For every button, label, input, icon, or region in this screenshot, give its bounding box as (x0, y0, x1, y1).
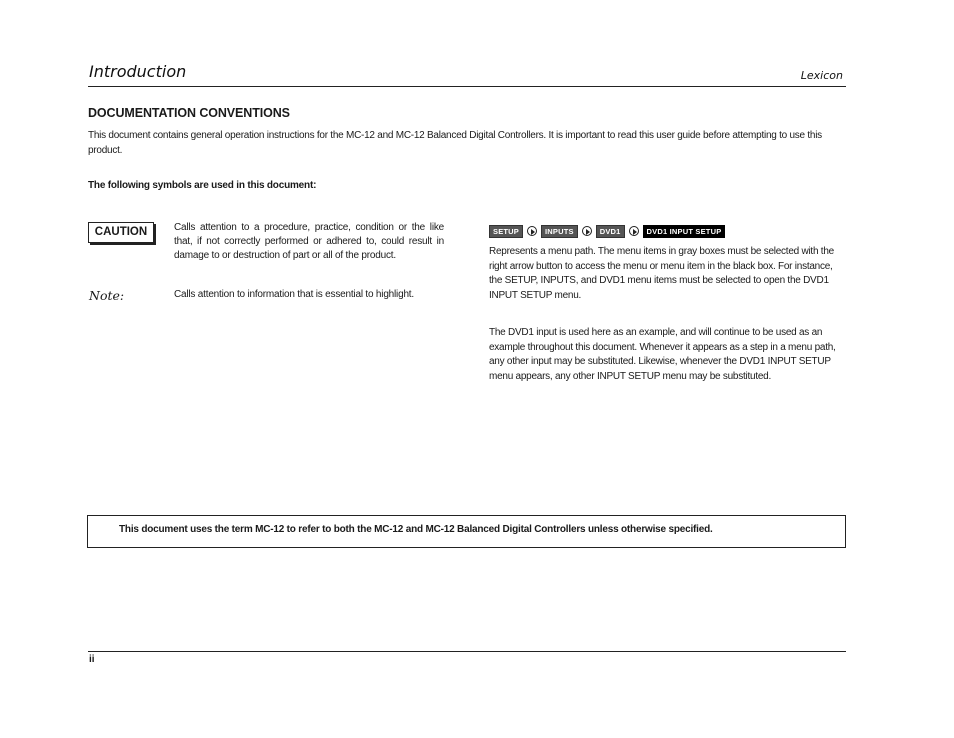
symbols-lead: The following symbols are used in this document: (88, 180, 317, 191)
notice-text: This document uses the term MC-12 to refer to both the MC-12 and MC-12 Balanced Digital Controllers unless otherwise specified. (119, 524, 713, 535)
menu-path-example-note: The DVD1 input is used here as an example, and will continue to be used as an example throughout this document. Whenever it appears as a step in a menu path, any other input may be substituted. Likewise, whenever the DVD1 INPUT SETUP menu appears, any other INPUT SETUP menu may be substituted. (489, 327, 836, 382)
menu-item-dvd1-input-setup: DVD1 INPUT SETUP (643, 225, 726, 238)
note-symbol: Note: (89, 288, 125, 303)
section-heading: DOCUMENTATION CONVENTIONS (88, 106, 290, 120)
intro-paragraph: This document contains general operation instructions for the MC-12 and MC-12 Balanced Digital Controllers. It is important to read this user guide before attempting to use this product. (88, 130, 822, 156)
menu-item-setup: SETUP (489, 225, 523, 238)
menu-item-inputs: INPUTS (541, 225, 578, 238)
page-header-title: Introduction (89, 62, 187, 81)
notice-box (87, 515, 846, 548)
page-header-brand: Lexicon (800, 69, 843, 82)
header-rule (88, 86, 846, 87)
page-number: ii (89, 654, 95, 665)
menu-path-example (489, 225, 725, 237)
caution-description: Calls attention to a procedure, practice, condition or the like that, if not correctly performed or adhered to, could result in damage to or destruction of part or all of the product. (174, 222, 444, 261)
caution-symbol: CAUTION (88, 222, 154, 243)
right-arrow-circle-icon (629, 226, 639, 236)
menu-item-dvd1: DVD1 (596, 225, 625, 238)
right-arrow-circle-icon (527, 226, 537, 236)
menu-path-description: Represents a menu path. The menu items in gray boxes must be selected with the right arrow button to access the menu or menu item in the black box. For instance, the SETUP, INPUTS, and DVD1 menu items must be selected to open the DVD1 INPUT SETUP menu. (489, 246, 834, 301)
right-arrow-circle-icon (582, 226, 592, 236)
note-description: Calls attention to information that is essential to highlight. (174, 289, 414, 300)
footer-rule (88, 651, 846, 652)
